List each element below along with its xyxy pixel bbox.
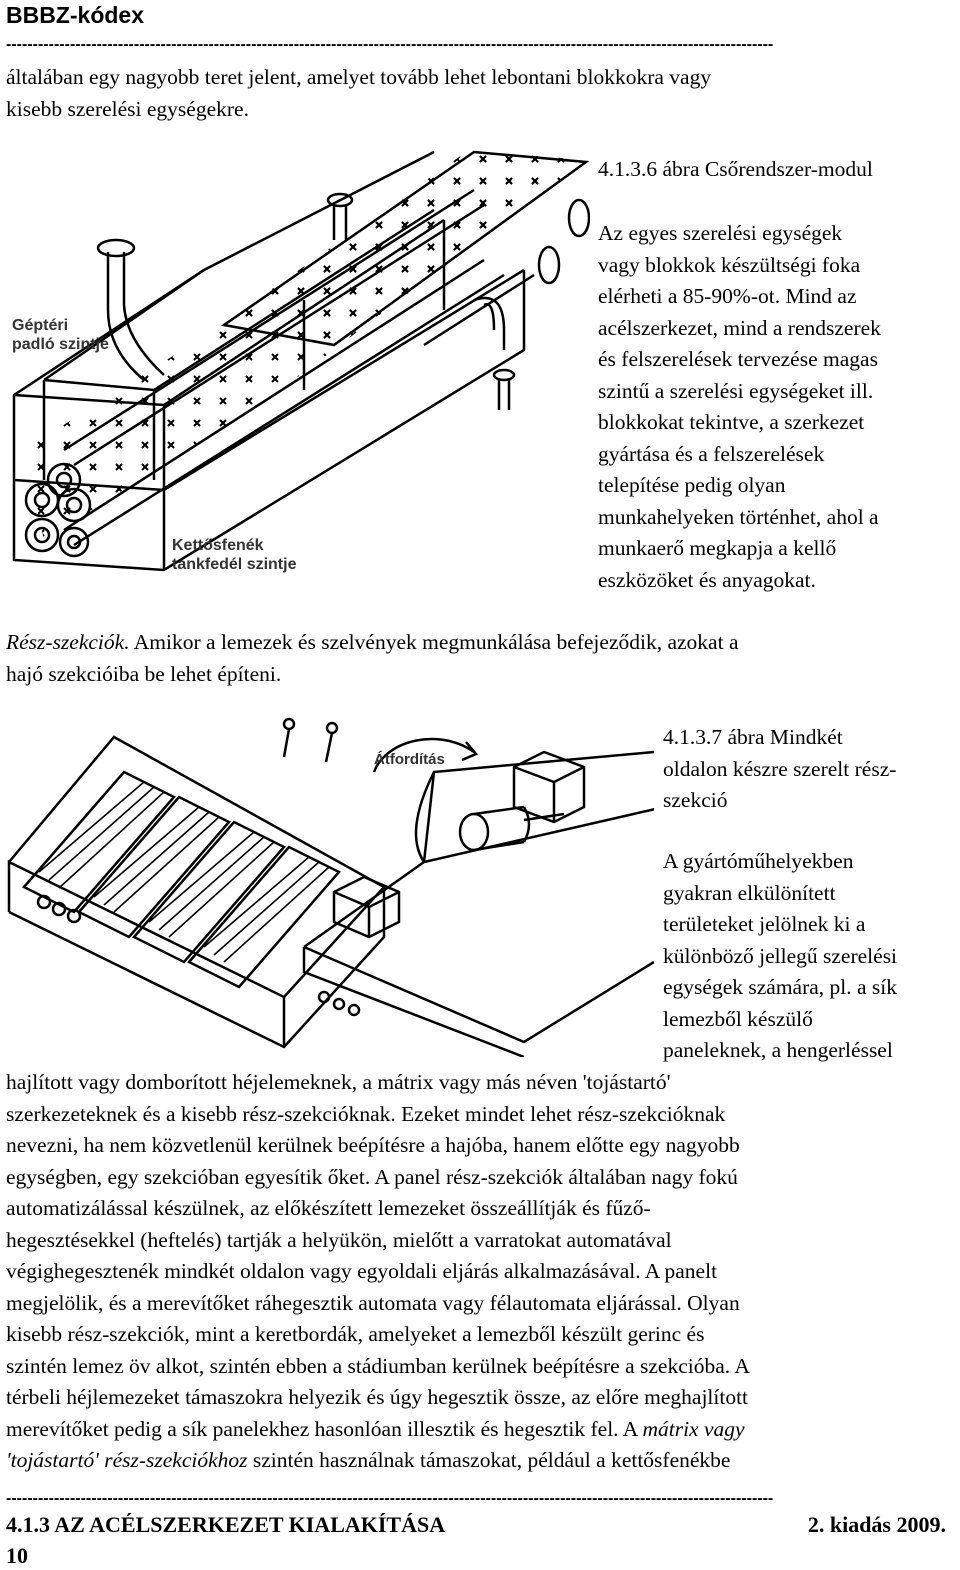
body-line: szintén lemez öv alkot, szintén ebben a stádiumban kerülnek beépítésre a szekcióba. A bbox=[6, 1353, 750, 1378]
page-number: 10 bbox=[6, 1543, 28, 1568]
side-text-line: lemezből készülő bbox=[663, 1006, 813, 1031]
side-text-line: Az egyes szerelési egységek bbox=[598, 221, 843, 245]
side-text-line: acélszerkezet, mind a rendszerek bbox=[598, 315, 881, 340]
resz-line-1-text: Amikor a lemezek és szelvények megmunkálása befejeződik, azokat a bbox=[129, 630, 739, 654]
figure2-side-text bbox=[663, 846, 897, 1067]
body-line-text: merevítőket pedig a sík panelekhez hasonlóan illesztik és hegesztik fel. A bbox=[6, 1416, 643, 1441]
intro-line: kisebb szerelési egységekre. bbox=[6, 96, 249, 121]
body-line: nevezni, ha nem közvetlenül kerülnek beépítésre a hajóba, hanem előtte egy nagyobb bbox=[6, 1133, 740, 1157]
body-line: térbeli héjlemezeket támaszokra helyezik és úgy hegesztik össze, az előre meghajlított bbox=[6, 1385, 749, 1409]
body-line: hegesztésekkel (heftelés) tartják a helyükön, mielőtt a varratokat automatával bbox=[6, 1227, 672, 1252]
label-double-bottom-1: Kettősfenék bbox=[172, 537, 264, 554]
side-text-line: paneleknek, a hengerléssel bbox=[663, 1038, 893, 1062]
body-line: végighegesztenék mindkét oldalon vagy egyoldali eljárás alkalmazásával. A panelt bbox=[6, 1259, 718, 1283]
resz-paragraph bbox=[6, 627, 739, 690]
label-engine-floor-2: padló szintje bbox=[12, 336, 109, 353]
resz-line-2: hajó szekcióiba be lehet építeni. bbox=[6, 661, 282, 686]
label-double-bottom-2: tankfedél szintje bbox=[172, 556, 297, 573]
resz-heading: Rész-szekciók. bbox=[6, 630, 130, 654]
side-text-line: szintű a szerelési egységeket ill. bbox=[598, 378, 874, 403]
body-line-text: szintén használnak támaszokat, például a kettősfenékbe bbox=[247, 1448, 731, 1472]
body-line: kisebb rész-szekciók, mint a keretbordák, amelyeket a lemezből készült gerinc és bbox=[6, 1322, 705, 1346]
label-engine-floor-1: Géptéri bbox=[12, 317, 69, 334]
intro-paragraph bbox=[6, 62, 711, 125]
footer-edition: 2. kiadás 2009. bbox=[807, 1512, 946, 1537]
document-header-title: BBBZ-kódex bbox=[6, 2, 145, 28]
caption-line: 4.1.3.7 ábra Mindkét bbox=[663, 725, 843, 749]
resz-line-1 bbox=[6, 627, 739, 659]
label-flip: Átfordítás bbox=[374, 751, 445, 768]
body-line: automatizálással készülnek, az előkészített lemezeket összeállítják és fűző- bbox=[6, 1196, 651, 1220]
side-text-line: telepítése pedig olyan bbox=[598, 473, 786, 497]
side-text-line: A gyártóműhelyekben bbox=[663, 849, 854, 873]
side-text-line: blokkokat tekintve, a szerkezet bbox=[598, 410, 865, 434]
body-line bbox=[6, 1445, 750, 1477]
side-text-line: gyakran elkülönített bbox=[663, 880, 836, 905]
header-rule: ------------------------------------------------------------------------------------------------------------------------------------------------ bbox=[6, 40, 774, 50]
side-text-line: különböző jellegű szerelési bbox=[663, 943, 898, 968]
body-line: szerkezeteknek és a kisebb rész-szekcióknak. Ezeket mindet lehet rész-szekcióknak bbox=[6, 1101, 726, 1126]
figure2-caption bbox=[663, 722, 896, 817]
caption-line: oldalon készre szerelt rész- bbox=[663, 756, 897, 781]
body-line bbox=[6, 1414, 750, 1446]
side-text-line: gyártása és a felszerelések bbox=[598, 441, 825, 466]
subsection-figure bbox=[4, 712, 654, 1057]
body-line: megjelölik, és a merevítőket ráhegesztik automata vagy félautomata eljárással. Olyan bbox=[6, 1290, 740, 1315]
body-paragraph bbox=[6, 1067, 750, 1477]
side-text-line: munkahelyeken történhet, ahol a bbox=[598, 504, 879, 529]
body-line: hajlított vagy domborított héjelemeknek, a mátrix vagy más néven 'tojástartó' bbox=[6, 1070, 671, 1094]
side-text-line: munkaerő megkapja a kellő bbox=[598, 536, 837, 560]
pipe-module-figure bbox=[4, 150, 590, 582]
body-line: egységben, egy szekcióban egyesítik őket. A panel rész-szekciók általában nagy fokú bbox=[6, 1164, 738, 1189]
side-text-line: eszközöket és anyagokat. bbox=[598, 567, 816, 592]
intro-line: általában egy nagyobb teret jelent, amelyet tovább lehet lebontani blokkokra vagy bbox=[6, 65, 712, 89]
side-text-line: és felszerelések tervezése magas bbox=[598, 347, 878, 371]
side-text-line: elérheti a 85-90%-ot. Mind az bbox=[598, 284, 857, 308]
figure1-side-text bbox=[598, 218, 881, 596]
figure1-caption: 4.1.3.6 ábra Csőrendszer-modul bbox=[598, 157, 873, 181]
caption-line: szekció bbox=[663, 788, 728, 812]
side-text-line: területeket jelölnek ki a bbox=[663, 912, 866, 936]
italic-term: mátrix vagy bbox=[642, 1416, 745, 1441]
footer-chapter: 4.1.3 AZ ACÉLSZERKEZET KIALAKÍTÁSA bbox=[6, 1512, 446, 1537]
side-text-line: egységek számára, pl. a sík bbox=[663, 975, 898, 999]
side-text-line: vagy blokkok készültségi foka bbox=[598, 252, 861, 277]
italic-term: 'tojástartó' rész-szekciókhoz bbox=[6, 1448, 248, 1472]
footer-rule: ------------------------------------------------------------------------------------------------------------------------------------------------ bbox=[6, 1494, 774, 1504]
